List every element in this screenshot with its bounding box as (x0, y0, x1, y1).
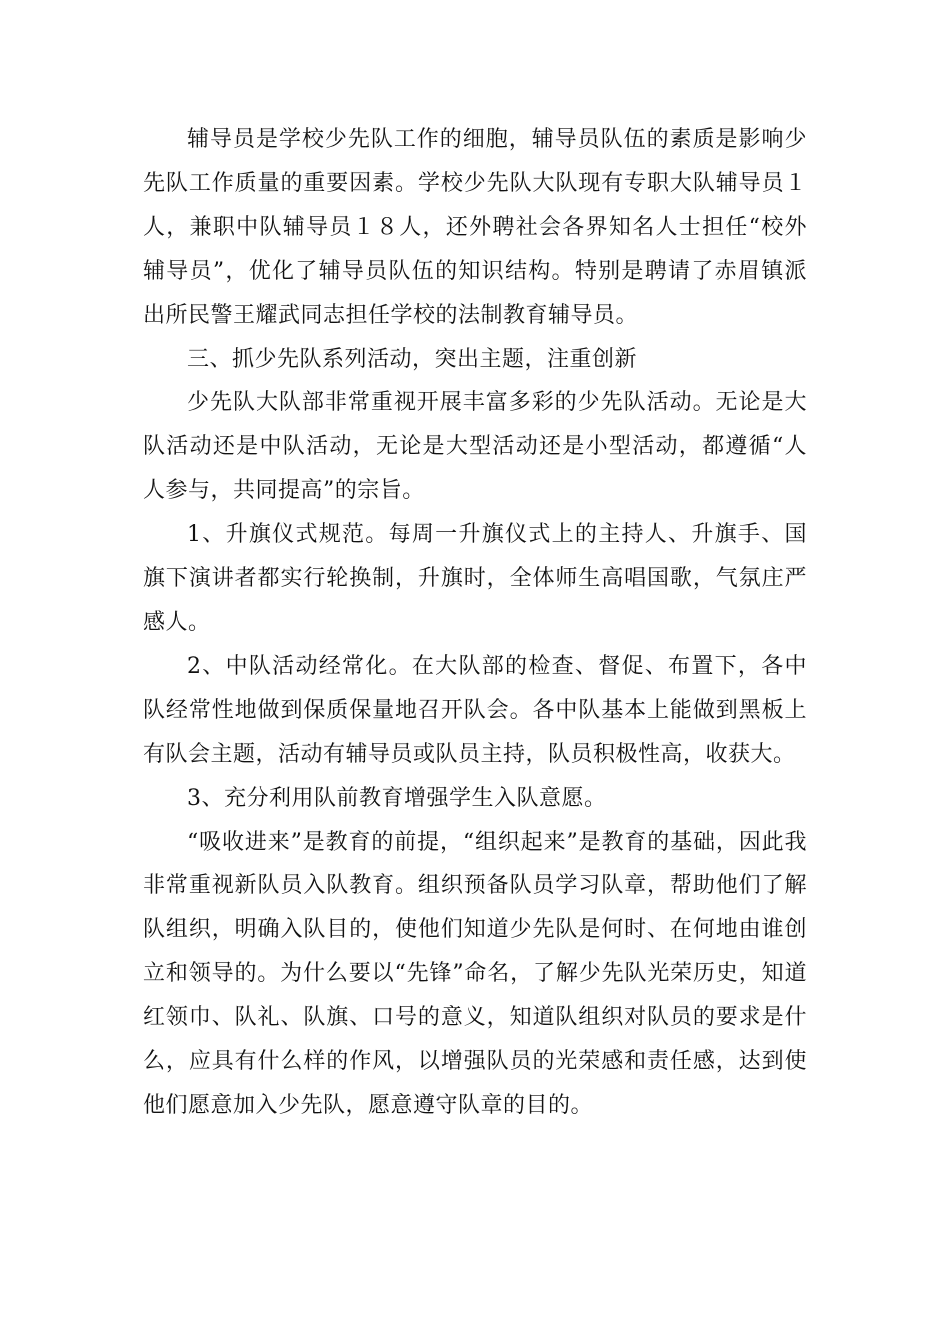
paragraph-flag-ceremony: 1、升旗仪式规范。每周一升旗仪式上的主持人、升旗手、国旗下演讲者都实行轮换制，升旗时，全体师生高唱国歌，气氛庄严感人。 (143, 522, 807, 635)
paragraph-activities-intro: 少先队大队部非常重视开展丰富多彩的少先队活动。无论是大队活动还是中队活动，无论是大型活动还是小型活动，都遵循“人人参与，共同提高”的宗旨。 (143, 390, 807, 504)
paragraph-squad-activities: 2、中队活动经常化。在大队部的检查、督促、布置下，各中队经常性地做到保质保量地召开队会。各中队基本上能做到黑板上有队会主题，活动有辅导员或队员主持，队员积极性高，收获大。 (143, 653, 807, 767)
document-body (143, 118, 807, 1128)
paragraph-pre-admission-heading: 3、充分利用队前教育增强学生入队意愿。 (187, 785, 607, 811)
paragraph-counselor-team: 辅导员是学校少先队工作的细胞，辅导员队伍的素质是影响少先队工作质量的重要因素。学校少先队大队现有专职大队辅导员１人，兼职中队辅导员１８人，还外聘社会各界知名人士担任“校外辅导员”，优化了辅导员队伍的知识结构。特别是聘请了赤眉镇派出所民警王耀武同志担任学校的法制教育辅导员。 (143, 127, 807, 328)
paragraph-pre-admission-education: “吸收进来”是教育的前提，“组织起来”是教育的基础，因此我非常重视新队员入队教育。组织预备队员学习队章，帮助他们了解队组织，明确入队目的，使他们知道少先队是何时、在何地由谁创立和领导的。为什么要以“先锋”命名，了解少先队光荣历史，知道红领巾、队礼、队旗、口号的意义，知道队组织对队员的要求是什么，应具有什么样的作风，以增强队员的光荣感和责任感，达到使他们愿意加入少先队，愿意遵守队章的目的。 (143, 829, 807, 1118)
section-heading-activities: 三、抓少先队系列活动，突出主题，注重创新 (187, 346, 638, 372)
